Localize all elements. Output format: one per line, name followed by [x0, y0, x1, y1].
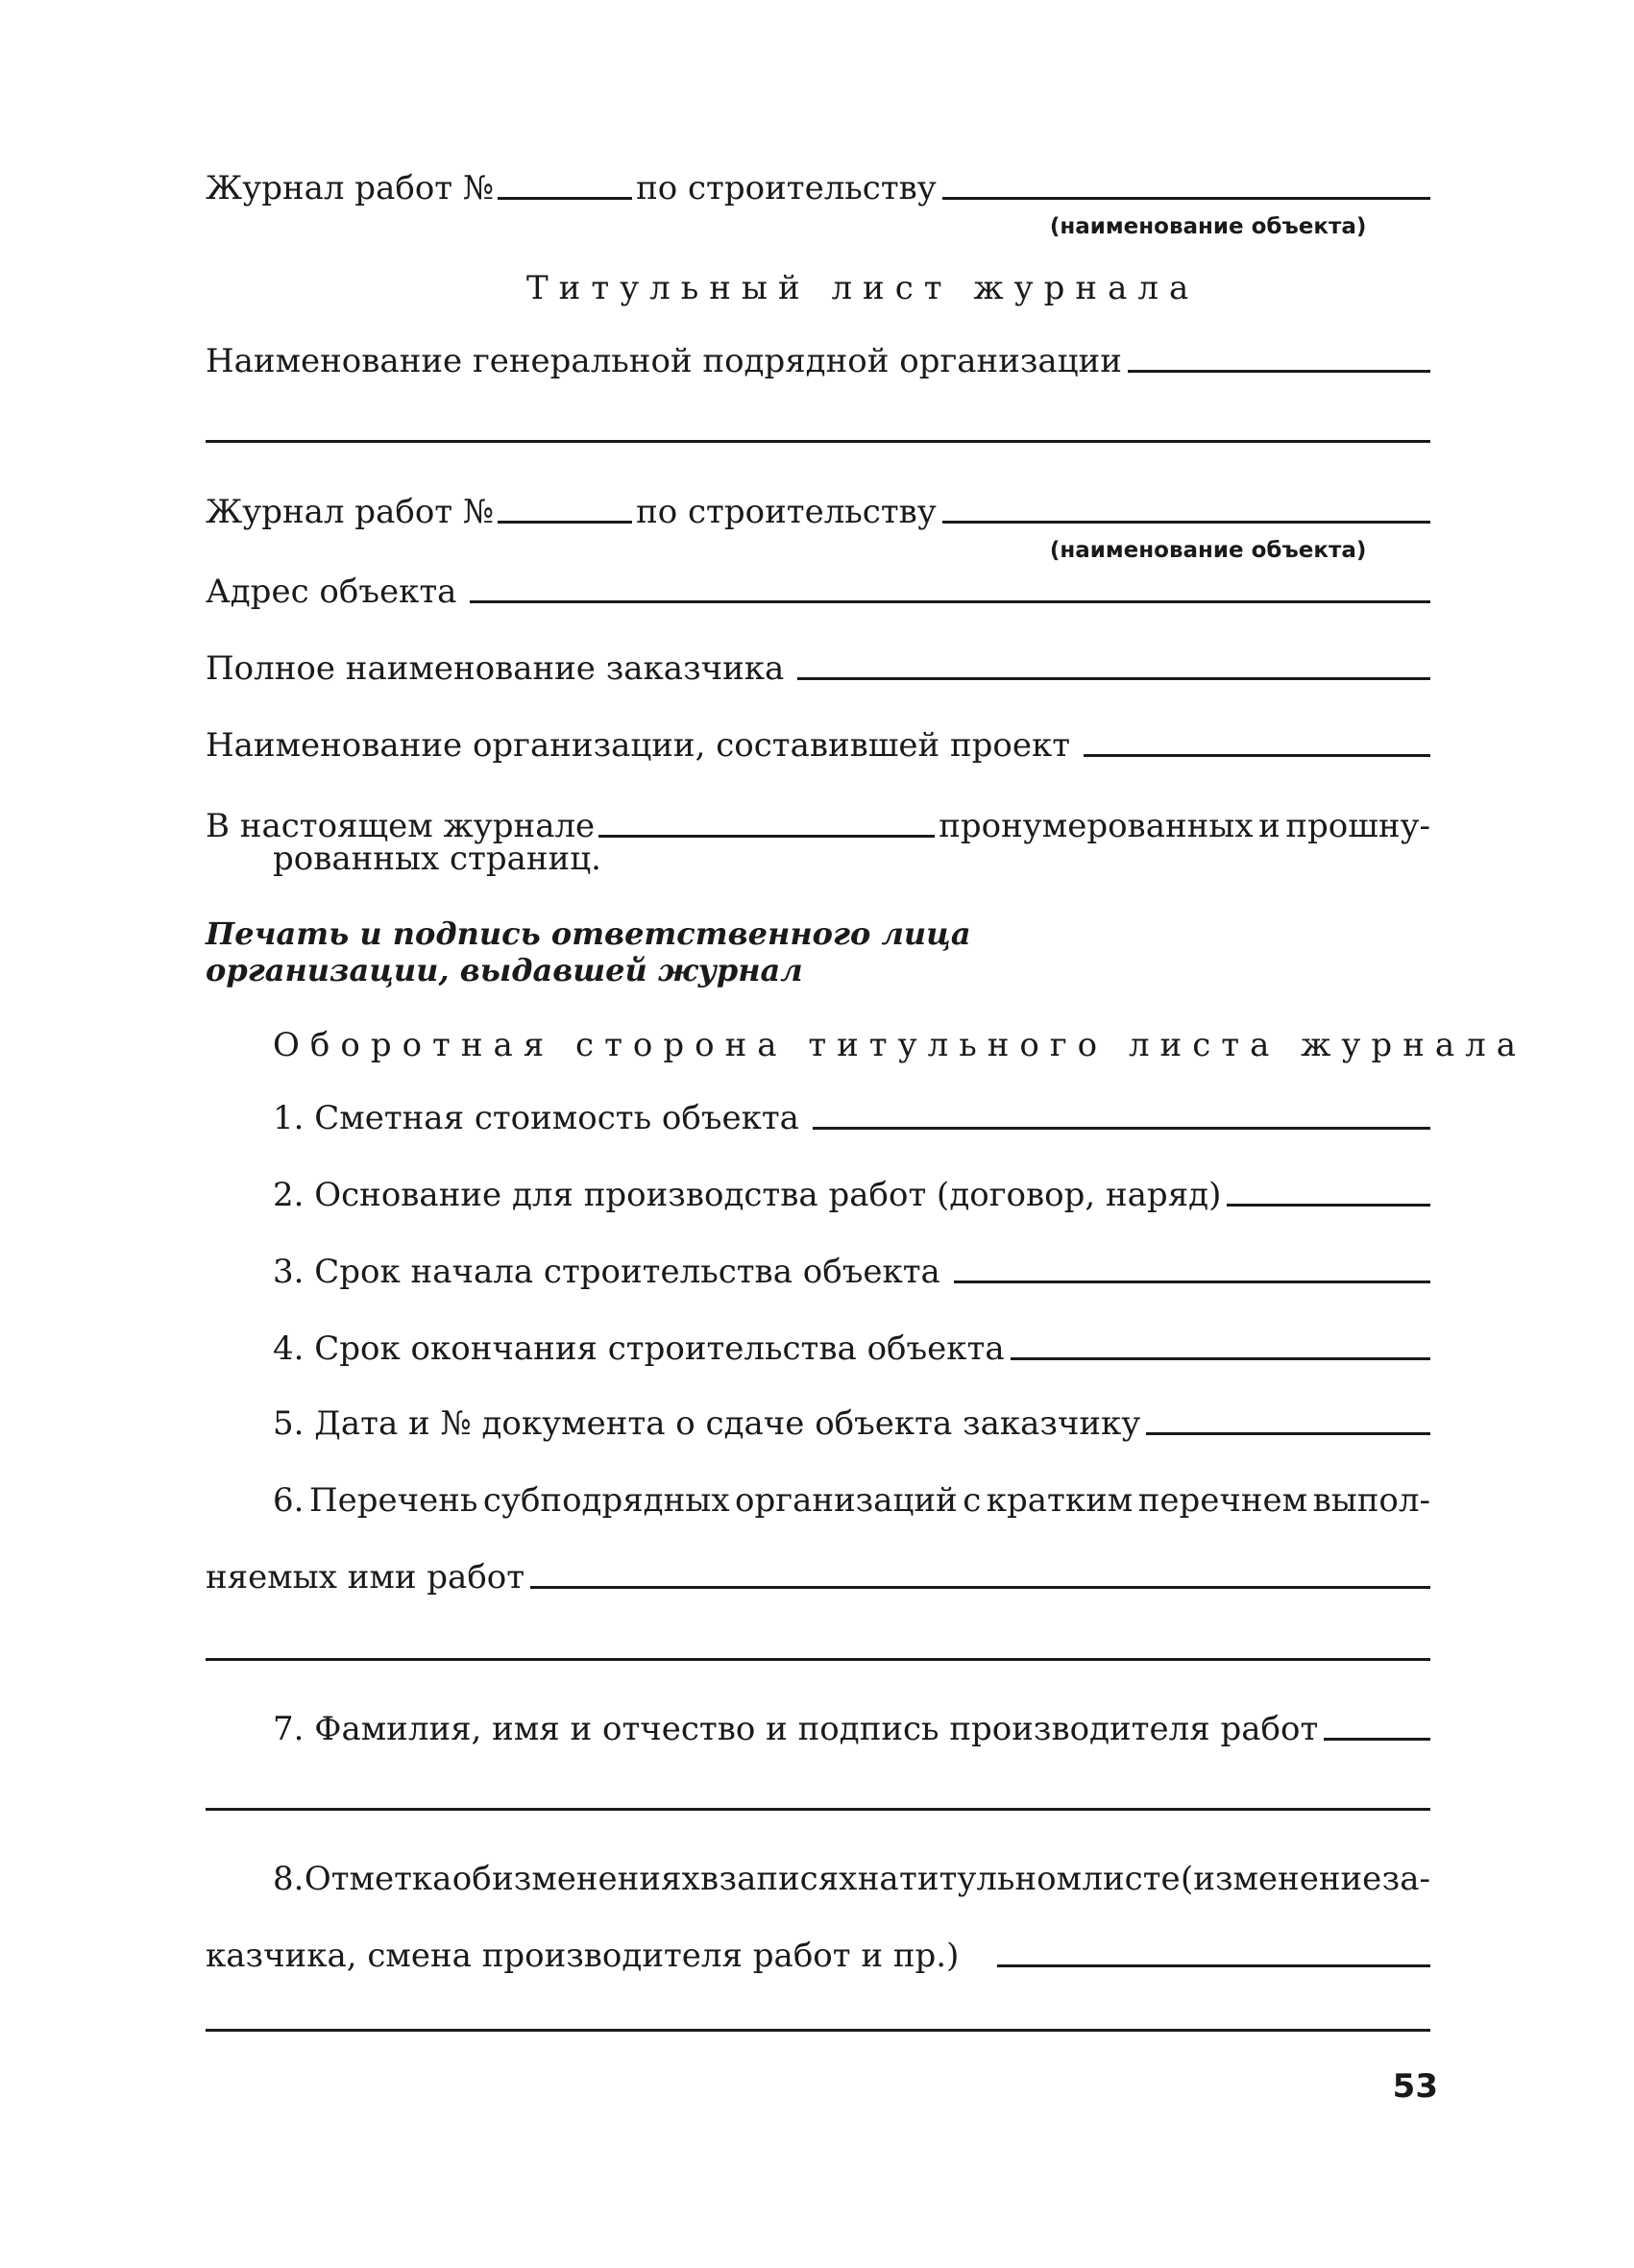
- top-object-caption: (наименование объекта): [1049, 214, 1367, 239]
- general-contractor-field-line2[interactable]: [206, 440, 1430, 443]
- item4-label: 4. Срок окончания строительства объекта: [273, 1329, 1005, 1368]
- stamp-line1: Печать и подпись ответственного лица: [206, 915, 971, 952]
- item8-line2-label: казчика, смена производителя работ и пр.): [206, 1937, 960, 1975]
- item8-line1: 8. Отметка об изменениях в записях на титульном листе (изменение за-: [273, 1860, 1430, 1898]
- journal-number-field[interactable]: [498, 521, 632, 524]
- item3-field[interactable]: [954, 1280, 1430, 1283]
- top-construction-label: по строительству: [636, 169, 937, 207]
- stamp-line2: организации, выдавшей журнал: [206, 952, 803, 988]
- journal-prefix: Журнал работ №: [206, 493, 495, 531]
- item6-field[interactable]: [530, 1586, 1430, 1589]
- page-number: 53: [1392, 2067, 1438, 2106]
- item5-field[interactable]: [1146, 1432, 1430, 1435]
- top-object-field[interactable]: [942, 169, 1430, 239]
- item3-label: 3. Срок начала строительства объекта: [273, 1253, 940, 1291]
- pages-prefix: В настоящем журнале: [206, 807, 596, 845]
- top-journal-prefix: Журнал работ №: [206, 169, 495, 207]
- item6-line2: [206, 1558, 1430, 1597]
- item8-field[interactable]: [997, 1964, 1430, 1967]
- address-row: [206, 573, 1430, 611]
- general-contractor-field[interactable]: [1128, 370, 1430, 373]
- journal-number-row: [206, 493, 1430, 563]
- designer-field[interactable]: [1084, 754, 1430, 757]
- designer-label: Наименование организации, составившей проект: [206, 726, 1071, 765]
- title-page-heading: Титульный лист журнала: [526, 269, 1200, 307]
- general-contractor-row: [206, 342, 1430, 380]
- item5-label: 5. Дата и № документа о сдаче объекта заказчику: [273, 1404, 1141, 1443]
- item6-field-line2[interactable]: [206, 1658, 1430, 1661]
- item7-row: [273, 1710, 1430, 1748]
- pages-count-field[interactable]: [598, 835, 935, 838]
- object-name-field[interactable]: [942, 493, 1430, 563]
- item2-label: 2. Основание для производства работ (договор, наряд): [273, 1176, 1222, 1214]
- address-label: Адрес объекта: [206, 573, 457, 611]
- item7-field[interactable]: [1324, 1738, 1430, 1741]
- object-name-caption: (наименование объекта): [1049, 538, 1367, 563]
- address-field[interactable]: [470, 600, 1430, 603]
- item5-row: [273, 1404, 1430, 1443]
- item1-label: 1. Сметная стоимость объекта: [273, 1099, 799, 1137]
- item1-row: [273, 1099, 1430, 1137]
- customer-label: Полное наименование заказчика: [206, 649, 785, 688]
- pages-line2: рованных страниц.: [273, 840, 601, 878]
- designer-row: [206, 726, 1430, 765]
- top-journal-line: [206, 169, 1430, 239]
- item8-field-line2[interactable]: [206, 2029, 1430, 2032]
- item2-row: [273, 1176, 1430, 1214]
- pages-suffix: пронумерованных и прошну-: [939, 807, 1430, 845]
- item4-field[interactable]: [1011, 1357, 1430, 1360]
- top-journal-number-field[interactable]: [498, 197, 632, 200]
- construction-label: по строительству: [636, 493, 937, 531]
- item3-row: [273, 1253, 1430, 1291]
- item2-field[interactable]: [1227, 1204, 1430, 1207]
- item6-line1: 6. Перечень субподрядных организаций с кратким перечнем выпол-: [273, 1481, 1430, 1520]
- item8-line2: [206, 1937, 1430, 1975]
- item7-field-line2[interactable]: [206, 1808, 1430, 1811]
- item7-label: 7. Фамилия, имя и отчество и подпись производителя работ: [273, 1710, 1319, 1748]
- customer-row: [206, 649, 1430, 688]
- reverse-side-heading: Оборотная сторона титульного листа журнала: [273, 1026, 1526, 1064]
- item4-row: [273, 1329, 1430, 1368]
- general-contractor-label: Наименование генеральной подрядной организации: [206, 342, 1122, 380]
- item1-field[interactable]: [813, 1127, 1430, 1130]
- customer-field[interactable]: [797, 677, 1430, 680]
- item6-line2-label: няемых ими работ: [206, 1558, 525, 1597]
